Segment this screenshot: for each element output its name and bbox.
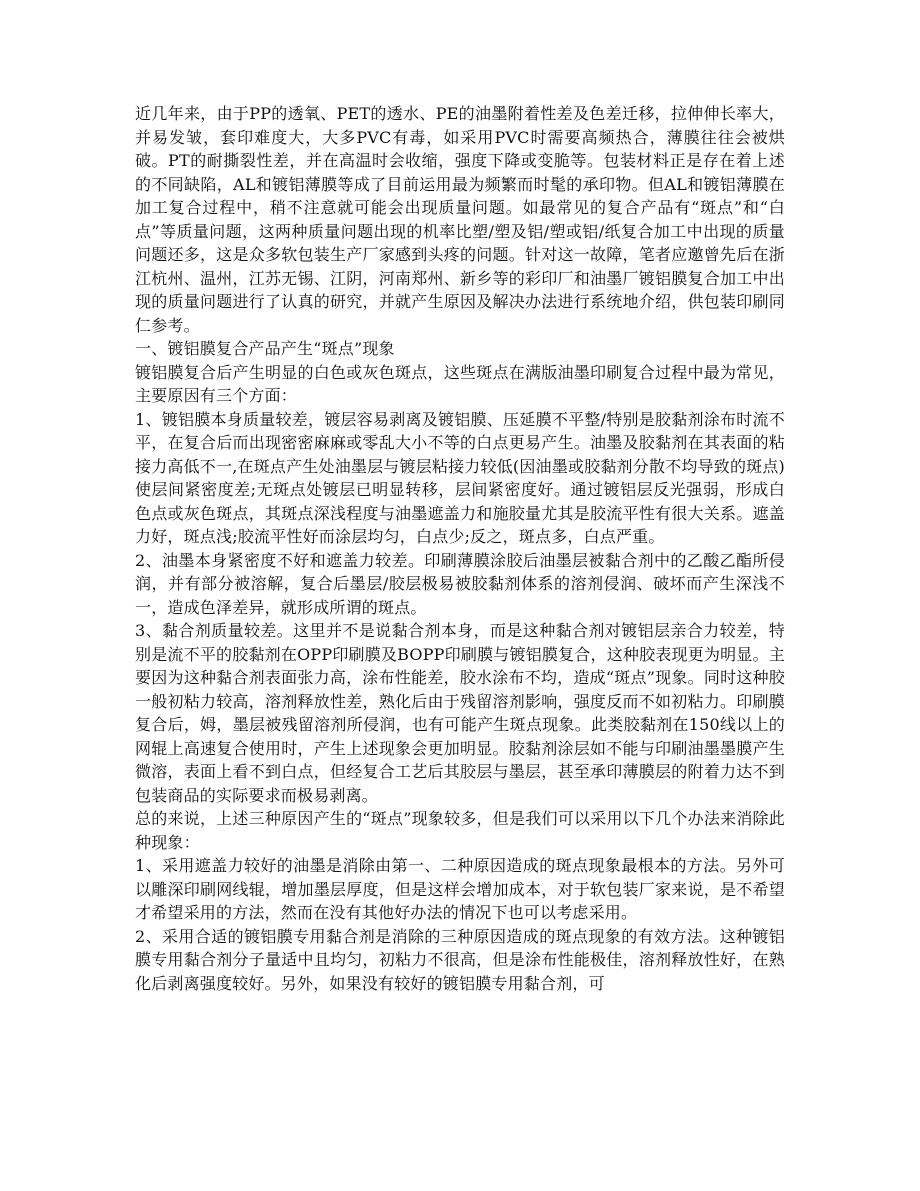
summary-paragraph: 总的来说，上述三种原因产生的“斑点”现象较多，但是我们可以采用以下几个办法来消除此种现象： — [135, 809, 785, 852]
solution-1-paragraph: 1、采用遮盖力较好的油墨是消除由第一、二种原因造成的斑点现象最根本的方法。另外可以雕深印刷网线辊，增加墨层厚度，但是这样会增加成本，对于软包装厂家来说，是不希望才希望采用的方法，然而在没有其他好办法的情况下也可以考虑采用。 — [135, 856, 785, 922]
intro-paragraph: 近几年来，由于PP的透氧、PET的透水、PE的油墨附着性差及色差迁移，拉伸伸长率大，并易发皱，套印难度大，大多PVC有毒，如采用PVC时需要高频热合，薄膜往往会被烘破。PT的耐撕裂性差，并在高温时会收缩，强度下降或变脆等。包装材料正是存在着上述的不同缺陷，AL和镀铝薄膜等成了目前运用最为频繁而时髦的承印物。但AL和镀铝薄膜在加工复合过程中，稍不注意就可能会出现质量问题。如最常见的复合产品有“斑点”和“白点”等质量问题，这两种质量问题出现的机率比塑/塑及铝/塑或铝/纸复合加工中出现的质量问题还多，这是众多软包装生产厂家感到头疼的问题。针对这一故障，笔者应邀曾先后在浙江杭州、温州，江苏无锡、江阴，河南郑州、新乡等的彩印厂和油墨厂镀铝膜复合加工中出现的质量问题进行了认真的研究，并就产生原因及解决办法进行系统地介绍，供包装印刷同仁参考。 — [135, 104, 785, 335]
section-intro-paragraph: 镀铝膜复合后产生明显的白色或灰色斑点，这些斑点在满版油墨印刷复合过程中最为常见，主要原因有三个方面： — [135, 362, 785, 405]
solution-2-paragraph: 2、采用合适的镀铝膜专用黏合剂是消除的三种原因造成的斑点现象的有效方法。这种镀铝膜专用黏合剂分子量适中且均匀，初粘力不很高，但是涂布性能极佳，溶剂释放性好，在熟化后剥离强度较好。另外，如果没有较好的镀铝膜专用黏合剂，可 — [135, 926, 785, 993]
cause-3-paragraph: 3、黏合剂质量较差。这里并不是说黏合剂本身，而是这种黏合剂对镀铝层亲合力较差，特别是流不平的胶黏剂在OPP印刷膜及BOPP印刷膜与镀铝膜复合，这种胶表现更为明显。主要因为这种黏合剂表面张力高，涂布性能差，胶水涂布不均，造成“斑点”现象。同时这种胶一般初粘力较高，溶剂释放性差，熟化后由于残留溶剂影响，强度反而不如初粘力。印刷膜复合后，姆，墨层被残留溶剂所侵润，也有可能产生斑点现象。此类胶黏剂在150线以上的网辊上高速复合使用时，产生上述现象会更加明显。胶黏剂涂层如不能与印刷油墨墨膜产生微溶，表面上看不到白点，但经复合工艺后其胶层与墨层，甚至承印薄膜层的附着力达不到包装商品的实际要求而极易剥离。 — [135, 621, 785, 805]
section-heading: 一、镀铝膜复合产品产生“斑点”现象 — [135, 339, 395, 358]
cause-1-paragraph: 1、镀铝膜本身质量较差，镀层容易剥离及镀铝膜、压延膜不平整/特别是胶黏剂涂布时流不平，在复合后而出现密密麻麻或零乱大小不等的白点更易产生。油墨及胶黏剂在其表面的粘接力高低不一,在斑点产生处油墨层与镀层粘接力较低(因油墨或胶黏剂分散不均导致的斑点)使层间紧密度差;无斑点处镀层已明显转移，层间紧密度好。通过镀铝层反光强弱，形成白色点或灰色斑点，其斑点深浅程度与油墨遮盖力和施胶量尤其是胶流平性有很大关系。遮盖力好，斑点浅;胶流平性好而涂层均匀，白点少;反之，斑点多，白点严重。 — [135, 409, 785, 546]
document-body — [135, 102, 785, 995]
cause-2-paragraph: 2、油墨本身紧密度不好和遮盖力较差。印刷薄膜涂胶后油墨层被黏合剂中的乙酸乙酯所侵润，并有部分被溶解，复合后墨层/胶层极易被胶黏剂体系的溶剂侵润、破坏而产生深浅不一，造成色泽差异，就形成所谓的斑点。 — [135, 550, 785, 617]
